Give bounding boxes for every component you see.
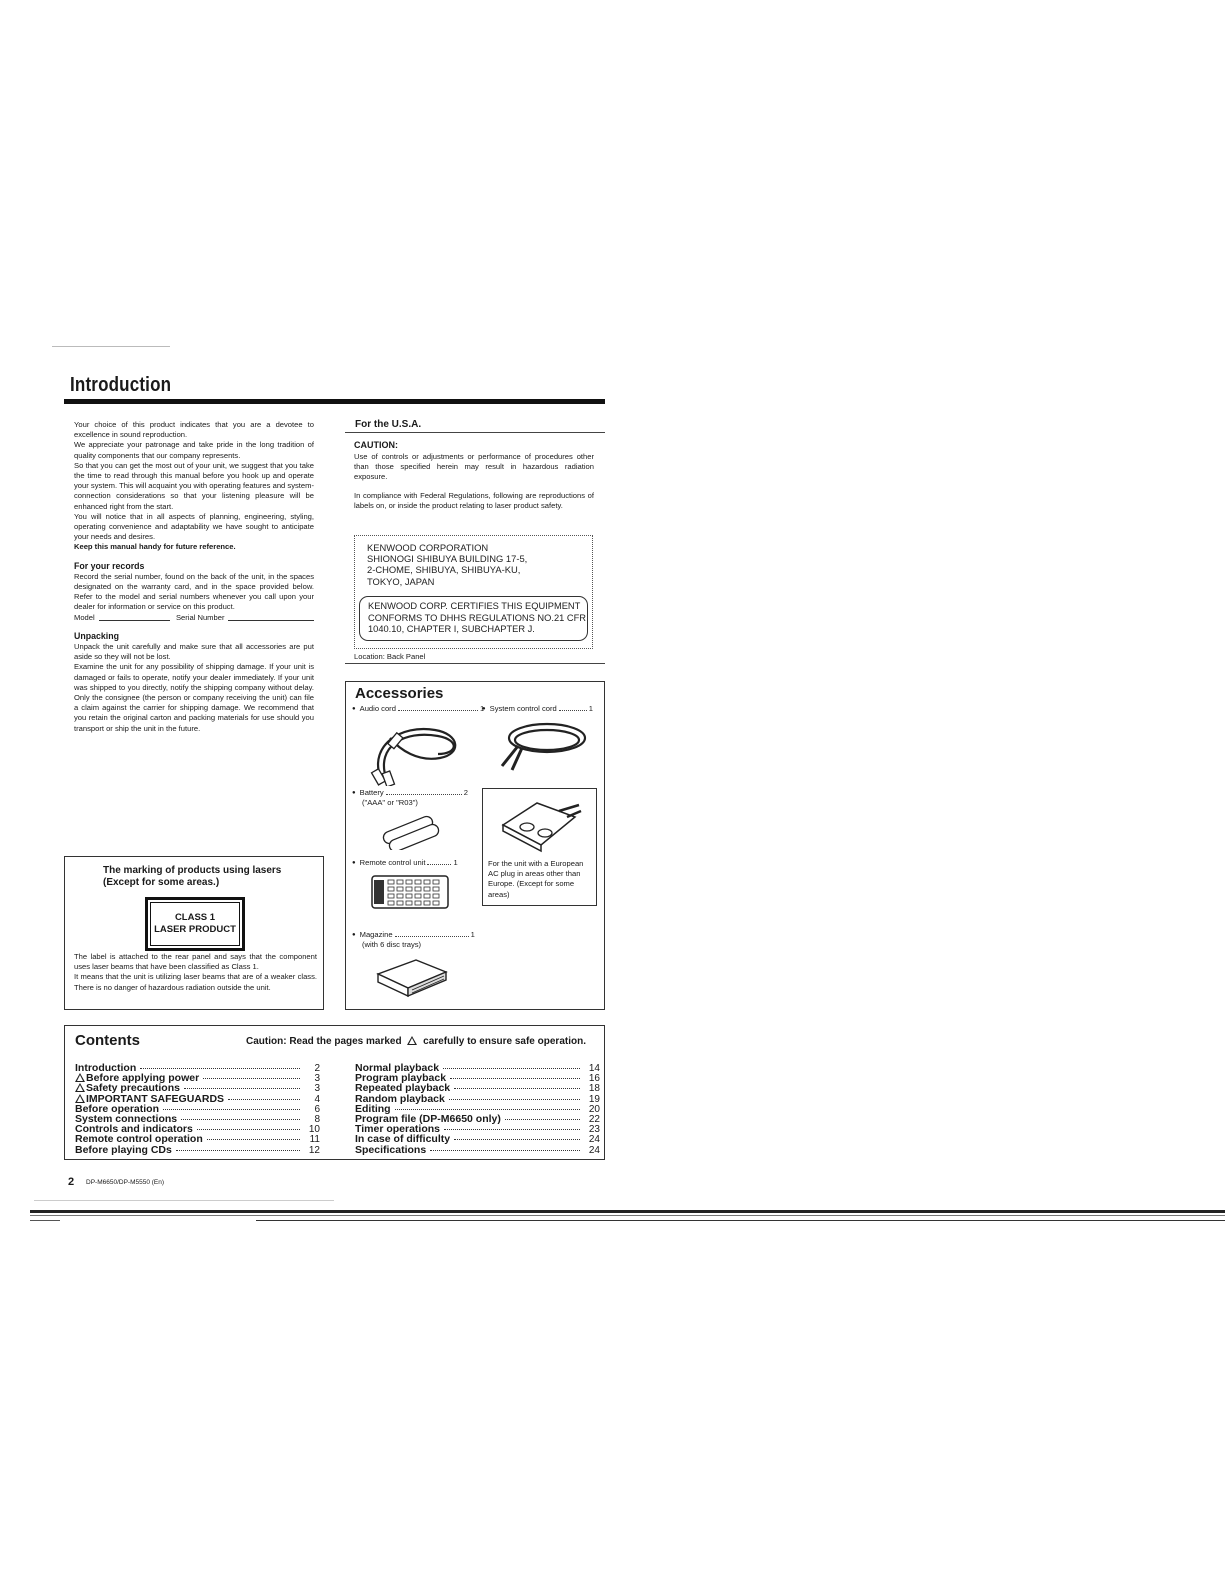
audio-cord-icon (360, 716, 470, 786)
label-location: Location: Back Panel (354, 652, 426, 661)
toc-leader (184, 1088, 300, 1089)
battery-item (352, 788, 468, 798)
toc-entry-text: Remote control operation (75, 1133, 203, 1146)
toc-leader (197, 1129, 300, 1130)
remote-qty: 1 (453, 858, 458, 867)
contents-box (64, 1025, 605, 1160)
toc-entry-text: Repeated playback (355, 1082, 451, 1095)
laser-paragraph: It means that the unit is utilizing laser beams that are of a weaker class. There is no danger of hazardous radiation outside the unit. (74, 972, 317, 992)
toc-page-number: 6 (314, 1103, 320, 1115)
toc-entry-text: Before applying power (86, 1072, 200, 1085)
toc-page-number: 4 (314, 1093, 320, 1105)
audio-cord-item (352, 704, 484, 714)
toc-entry-text: Specifications (355, 1143, 427, 1156)
caution-text: Use of controls or adjustments or performance of procedures other than those specified herein may result in hazardous radiation exposure. (354, 452, 594, 482)
toc-page-number: 18 (588, 1083, 600, 1095)
toc-leader (163, 1109, 300, 1110)
contents-caution-text: Caution: Read the pages marked (246, 1036, 402, 1047)
toc-entry[interactable] (75, 1145, 320, 1155)
class1-label-text: CLASS 1 (174, 912, 216, 923)
keep-manual-note: Keep this manual handy for future reference. (74, 542, 236, 552)
accessories-heading: Accessories (355, 685, 444, 702)
records-heading: For your records (74, 560, 145, 571)
class1-label (145, 897, 245, 951)
toc-left-column (75, 1063, 320, 1155)
usa-heading: For the U.S.A. (355, 419, 422, 430)
ac-plug-adapter-icon (497, 795, 583, 855)
toc-leader (450, 1078, 580, 1079)
scan-edge-line (256, 1220, 1225, 1221)
model-footer: DP-M6650/DP-M5550 (En) (86, 1179, 165, 1186)
serial-blank (228, 620, 314, 621)
records-text: Record the serial number, found on the back of the unit, in the spaces designated on the warranty card, and in the space provided below. Refer to the model and serial numbers whenever you call upon your dealer for information or service on this product. (74, 571, 314, 612)
contents-caution (246, 1036, 586, 1047)
address-block (367, 542, 527, 587)
toc-entry[interactable] (355, 1094, 600, 1104)
magazine-icon (372, 954, 452, 1000)
toc-entry-text: Editing (355, 1102, 391, 1115)
intro-paragraph: You will notice that in all aspects of planning, engineering, styling, operating convenience and adaptability we have sought to anticipate your needs and desires. (74, 511, 314, 542)
audio-cord-label: Audio cord (359, 704, 396, 713)
unpacking-paragraph: Examine the unit for any possibility of shipping damage. If your unit is damaged or fails to operate, notify your dealer immediately. If your unit was shipped to you directly, notify the shipping company without delay. Only the consignee (the person or company receiving the unit) can file a claim against the carrier for shipping damage. We recommend that you retain the original carton and packing materials for use should you transport or ship the unit in the future. (74, 662, 314, 733)
toc-page-number: 23 (588, 1124, 600, 1136)
toc-leader (430, 1150, 580, 1151)
address-line: SHIONOGI SHIBUYA BUILDING 17-5, (367, 553, 528, 565)
address-line: KENWOOD CORPORATION (367, 542, 489, 553)
system-cord-qty: 1 (588, 704, 593, 713)
toc-page-number: 3 (314, 1073, 320, 1085)
intro-paragraph: We appreciate your patronage and take pride in the long tradition of quality components that our company represents. (74, 440, 314, 460)
model-label: Model (74, 612, 95, 622)
intro-paragraph: Your choice of this product indicates that you are a devotee to excellence in sound reproduction. (74, 420, 314, 440)
page-title: Introduction (70, 374, 172, 396)
toc-page-number: 8 (314, 1113, 320, 1125)
toc-page-number: 10 (308, 1124, 320, 1136)
warning-icon (75, 1094, 85, 1103)
magazine-item (352, 930, 475, 940)
toc-entry-text: IMPORTANT SAFEGUARDS (86, 1092, 225, 1105)
battery-qty: 2 (463, 788, 468, 797)
toc-entry-text: Normal playback (355, 1062, 440, 1074)
contents-heading: Contents (75, 1032, 140, 1049)
toc-page-number: 2 (314, 1063, 320, 1074)
toc-entry-text: Program playback (355, 1072, 447, 1085)
caution-title: CAUTION: (354, 440, 398, 450)
toc-leader (203, 1078, 300, 1079)
certification-line: KENWOOD CORP. CERTIFIES THIS EQUIPMENT (368, 601, 581, 611)
warning-icon (407, 1036, 417, 1045)
toc-leader (444, 1129, 580, 1130)
warning-icon (75, 1083, 85, 1092)
toc-leader (176, 1150, 300, 1151)
laser-paragraph: The label is attached to the rear panel and says that the component uses laser beams that have been classified as Class 1. (74, 952, 317, 972)
address-line: 2-CHOME, SHIBUYA, SHIBUYA-KU, (367, 564, 521, 576)
intro-paragraph: So that you can get the most out of your unit, we suggest that you take the time to read through this manual before you hook up and operate your system. This will acquaint you with operating features and system-connection considerations so that your listening pleasure will be enhanced right from the start. (74, 460, 314, 511)
toc-entry-label (355, 1145, 426, 1155)
serial-label: Serial Number (175, 612, 225, 622)
toc-page-number: 24 (588, 1144, 600, 1156)
scan-edge-line (34, 1200, 334, 1201)
contents-caution-text: carefully to ensure safe operation. (423, 1036, 586, 1047)
toc-page-number: 16 (588, 1073, 600, 1085)
toc-page-number: 24 (588, 1134, 600, 1146)
warning-icon (75, 1073, 85, 1082)
model-serial-line (74, 613, 314, 623)
scan-line (52, 346, 170, 347)
page-number: 2 (68, 1176, 75, 1188)
remote-item (352, 858, 458, 868)
system-cord-label: System control cord (489, 704, 557, 713)
toc-entry-text: Safety precautions (86, 1082, 180, 1095)
toc-entry-label (75, 1145, 172, 1155)
caution-text-block (354, 452, 594, 511)
intro-section (74, 420, 314, 734)
toc-entry-text: System connections (75, 1112, 178, 1125)
toc-entry-text: Timer operations (355, 1123, 440, 1136)
certification-label (359, 596, 588, 641)
system-cord-item (479, 704, 593, 714)
laser-heading (103, 865, 281, 889)
scan-edge-line (30, 1210, 1225, 1213)
toc-page-number: 19 (588, 1093, 600, 1105)
certification-line: 1040.10, CHAPTER I, SUBCHAPTER J. (368, 624, 535, 635)
toc-entry-text: Program file (DP-M6650 only) (355, 1112, 501, 1125)
toc-page-number: 11 (309, 1134, 320, 1146)
toc-leader (454, 1139, 580, 1140)
toc-page-number: 20 (588, 1103, 600, 1115)
compliance-text: In compliance with Federal Regulations, following are reproductions of labels on, or inside the product relating to laser product safety. (354, 490, 594, 510)
battery-label: Battery (359, 788, 384, 797)
toc-leader (140, 1068, 300, 1069)
toc-leader (454, 1088, 580, 1089)
magazine-label: Magazine (359, 930, 393, 939)
toc-entry-text: Controls and indicators (75, 1123, 193, 1136)
unpacking-heading: Unpacking (74, 630, 119, 641)
battery-note: ("AAA" or "R03") (362, 798, 418, 807)
certification-line: CONFORMS TO DHHS REGULATIONS NO.21 CFR (368, 612, 586, 623)
remote-control-icon (370, 874, 450, 910)
plug-note: For the unit with a European AC plug in areas other than Europe. (Except for some areas) (488, 859, 584, 899)
toc-leader (505, 1119, 580, 1120)
usa-caution-panel (345, 432, 605, 664)
scan-edge-line (30, 1215, 1225, 1216)
label-reproduction (354, 535, 593, 649)
title-rule (64, 399, 605, 404)
toc-page-number: 12 (308, 1144, 320, 1156)
toc-entry[interactable] (355, 1145, 600, 1155)
toc-right-column (355, 1063, 600, 1155)
magazine-note: (with 6 disc trays) (362, 940, 422, 949)
toc-entry-text: In case of difficulty (355, 1133, 451, 1146)
toc-leader (443, 1068, 580, 1069)
remote-label: Remote control unit (359, 858, 426, 867)
laser-description (74, 952, 317, 993)
toc-entry-text: Before operation (75, 1102, 160, 1115)
laser-heading-line: The marking of products using lasers (103, 865, 282, 876)
toc-leader (181, 1119, 300, 1120)
address-line: TOKYO, JAPAN (367, 575, 435, 587)
class1-label-text: LASER PRODUCT (154, 924, 236, 935)
toc-leader (449, 1099, 580, 1100)
toc-entry-text: Introduction (75, 1062, 137, 1074)
toc-page-number: 14 (588, 1063, 600, 1074)
toc-entry-text: Before playing CDs (75, 1143, 172, 1156)
unpacking-paragraph: Unpack the unit carefully and make sure that all accessories are put aside so they will not be lost. (74, 642, 314, 662)
toc-page-number: 3 (314, 1083, 320, 1095)
toc-leader (395, 1109, 580, 1110)
toc-leader (228, 1099, 300, 1100)
magazine-qty: 1 (470, 930, 475, 939)
scan-edge-line (30, 1220, 60, 1221)
laser-marking-box (64, 856, 324, 1010)
system-cord-icon (492, 716, 592, 774)
ac-plug-adapter-box (482, 788, 597, 906)
toc-page-number: 22 (588, 1113, 600, 1125)
laser-heading-line: (Except for some areas.) (103, 877, 220, 888)
model-blank (99, 620, 170, 621)
accessories-box (345, 681, 605, 1010)
toc-entry-text: Random playback (355, 1092, 445, 1105)
audio-cord-qty: 1 (479, 704, 485, 713)
battery-icon (376, 810, 446, 850)
toc-leader (207, 1139, 300, 1140)
